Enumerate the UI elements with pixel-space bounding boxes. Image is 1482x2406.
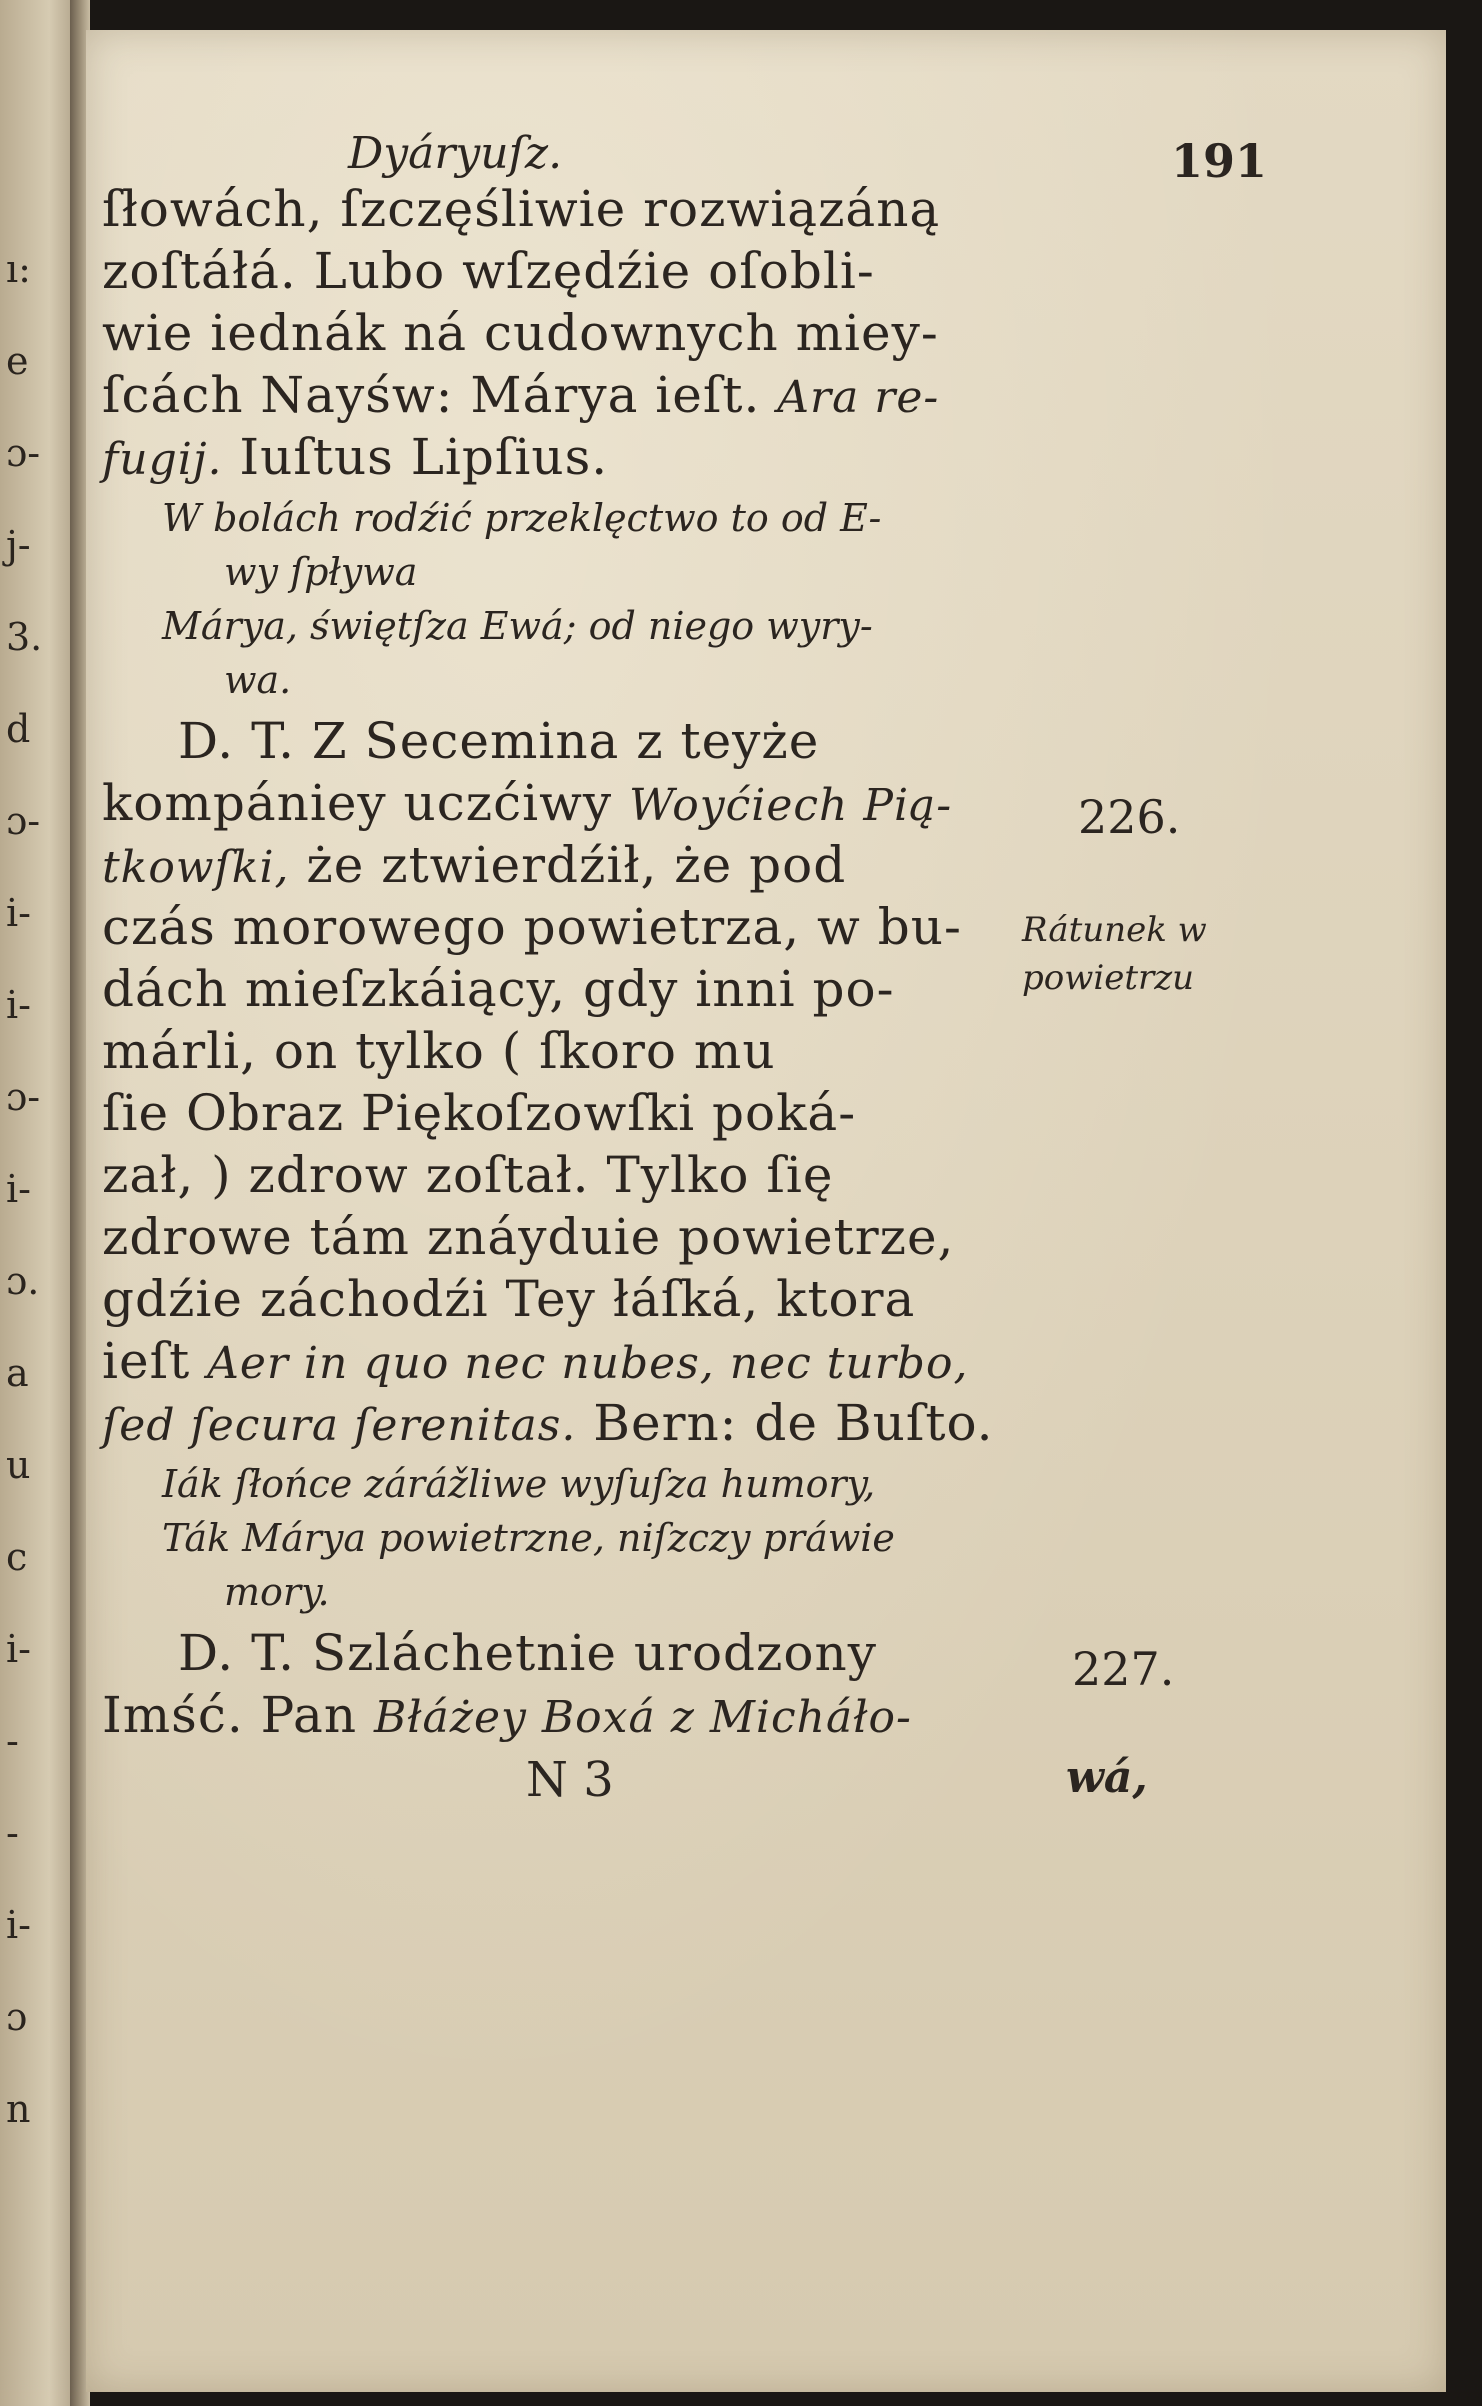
previous-page-fragment: c (6, 1535, 28, 1579)
text-line (102, 1332, 968, 1390)
previous-page-fragment: i- (6, 891, 31, 935)
text-segment: Bern: de Buſto. (593, 1394, 994, 1452)
running-title: Dyáryuſz. (348, 128, 563, 179)
previous-page-fragment: e (6, 339, 29, 383)
text-segment-italic: fugij. (102, 434, 223, 485)
text-line: márli, on tylko ( ſkoro mu (102, 1022, 776, 1080)
text-line: zdrowe tám znáyduie powietrze, (102, 1208, 955, 1266)
text-segment: Iuſtus Lipſius. (239, 428, 609, 486)
text-line: zoſtáłá. Lubo wſzędźie oſobli- (102, 242, 875, 300)
text-line: ſłowách, ſzczęśliwie rozwiązáną (102, 180, 941, 238)
text-segment: Imść. Pan (102, 1686, 358, 1744)
margin-entry-number: 226. (1078, 790, 1181, 844)
text-line (102, 836, 846, 894)
text-segment: kompániey uczćiwy (102, 774, 613, 832)
previous-page-fragment: ɔ- (6, 799, 41, 843)
text-segment: ieſt (102, 1332, 191, 1390)
catchword: wá, (1066, 1752, 1148, 1803)
text-line: gdźie záchodźi Tey łáſká, ktora (102, 1270, 916, 1328)
margin-note: powietrzu (1022, 958, 1195, 998)
previous-page-fragment: ɔ (6, 1995, 28, 2039)
previous-page-fragment: ɔ- (6, 431, 41, 475)
book-page (86, 30, 1446, 2392)
text-segment-italic: Ara re- (777, 372, 940, 423)
text-segment: ſcách Nayśw: Márya ieſt. (102, 366, 761, 424)
verse-line: mory. (224, 1570, 330, 1614)
previous-page-fragment: d (6, 707, 31, 751)
verse-line: Márya, świętſza Ewá; od niego wyry- (162, 604, 873, 648)
previous-page-fragment: ı: (6, 247, 31, 291)
verse-line: wa. (224, 658, 292, 702)
text-line: D. T. Szláchetnie urodzony (178, 1624, 877, 1682)
verse-line: Iák ſłońce zárážliwe wyſuſza humory, (162, 1462, 876, 1506)
text-segment-italic: tkowſki, (102, 842, 290, 893)
previous-page-fragment: u (6, 1443, 31, 1487)
text-line: dách mieſzkáiący, gdy inni po- (102, 960, 895, 1018)
text-segment-italic: Woyćiech Pią- (629, 780, 953, 831)
text-segment-italic: Aer in quo nec nubes, nec turbo, (207, 1338, 969, 1389)
signature-mark: N 3 (526, 1752, 614, 1808)
text-line (102, 366, 939, 424)
text-line: zał, ) zdrow zoſtał. Tylko ſię (102, 1146, 834, 1204)
margin-note: Rátunek w (1022, 910, 1207, 950)
text-line (102, 1394, 994, 1452)
text-line: wie iednák ná cudownych miey- (102, 304, 939, 362)
previous-page-fragment: 3. (6, 615, 43, 659)
text-line: ſie Obraz Piękoſzowſki poká- (102, 1084, 857, 1142)
text-line (102, 1686, 912, 1744)
verse-line: W bolách rodźić przeklęctwo to od E- (162, 496, 882, 540)
text-segment-italic: Błáżey Boxá z Micháło- (373, 1692, 912, 1743)
previous-page-fragment: i- (6, 983, 31, 1027)
previous-page-fragment: n (6, 2087, 31, 2131)
previous-page-fragments (0, 0, 70, 2406)
previous-page-fragment: a (6, 1351, 29, 1395)
text-line (102, 774, 952, 832)
previous-page-fragment: i- (6, 1167, 31, 1211)
text-line: D. T. Z Secemina z teyże (178, 712, 820, 770)
page-number: 191 (1171, 134, 1268, 188)
verse-line: Ták Márya powietrzne, niſzczy práwie (162, 1516, 895, 1560)
previous-page-fragment: - (6, 1811, 19, 1855)
previous-page-fragment: i- (6, 1903, 31, 1947)
verse-line: wy ſpływa (224, 550, 418, 594)
previous-page-fragment: ɔ- (6, 1075, 41, 1119)
text-line: czás morowego powietrza, w bu- (102, 898, 962, 956)
text-segment-italic: ſed ſecura ſerenitas. (102, 1400, 577, 1451)
previous-page-fragment: i- (6, 1627, 31, 1671)
margin-entry-number: 227. (1072, 1642, 1175, 1696)
previous-page-fragment: ɔ. (6, 1259, 40, 1303)
text-segment: że ztwierdźił, że pod (306, 836, 847, 894)
text-line (102, 428, 608, 486)
previous-page-fragment: j- (6, 523, 31, 567)
previous-page-fragment: - (6, 1719, 19, 1763)
